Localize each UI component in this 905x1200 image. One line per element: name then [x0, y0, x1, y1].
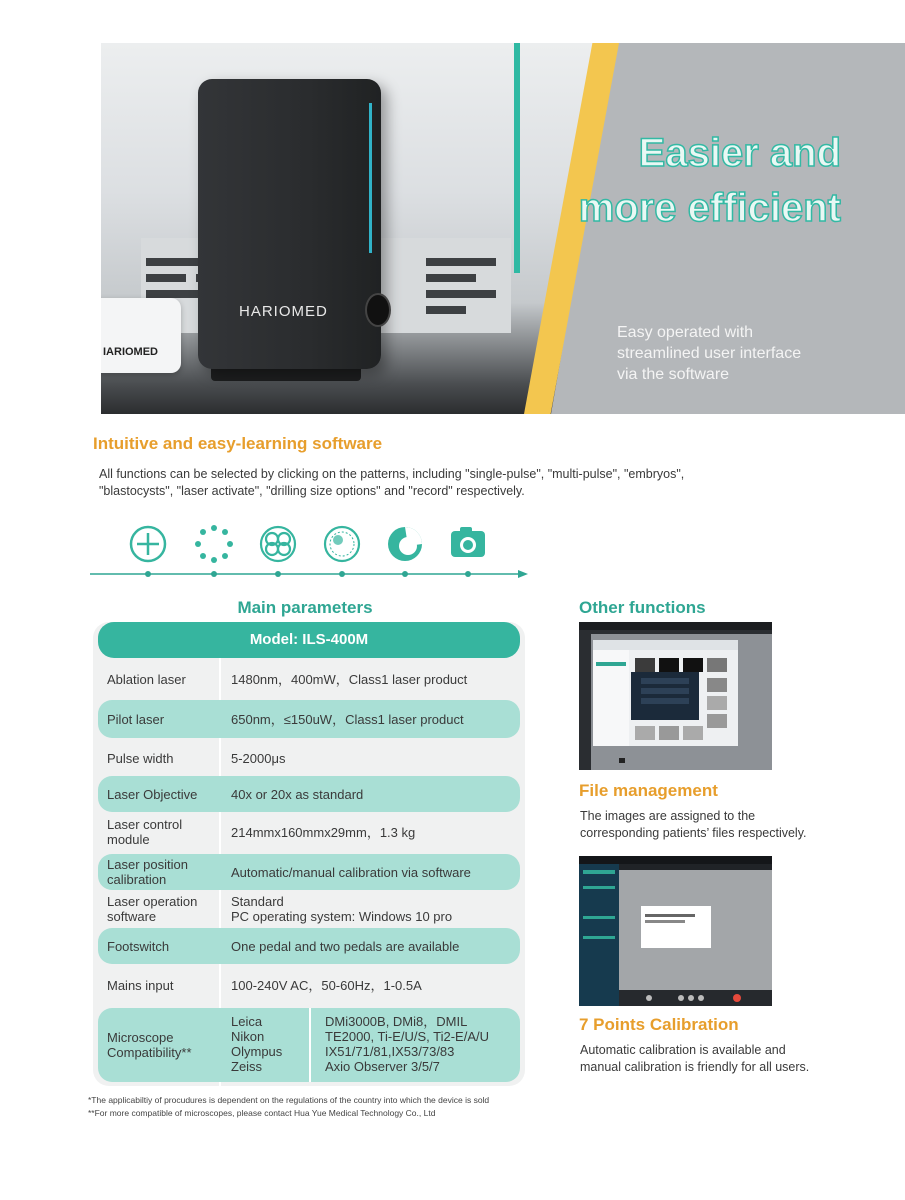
table-row: [93, 738, 525, 778]
timeline-dot: [211, 571, 217, 577]
row-label: [107, 894, 197, 924]
row-label-line2: calibration: [107, 872, 167, 887]
hero-teal-line: [514, 43, 520, 273]
row-label: Footswitch: [107, 939, 170, 954]
hero-title-line1: Easier and: [638, 131, 841, 175]
intro-text: [99, 466, 839, 500]
intro-text-line2: "blastocysts", "laser activate", "drilling size options" and "record" respectively.: [99, 484, 525, 498]
table-row: [93, 854, 525, 890]
brand-item: Leica: [231, 1014, 263, 1029]
row-label-line1: Microscope: [107, 1030, 174, 1045]
row-value: One pedal and two pedals are available: [231, 939, 460, 954]
footnote-1: *The applicabiltiy of procudures is dependent on the regulations of the country into which the device is sold: [88, 1095, 490, 1105]
brand-item: Zeiss: [231, 1059, 263, 1074]
table-row: [93, 890, 525, 928]
cal-text-line2: manual calibration is friendly for all users.: [580, 1060, 810, 1074]
file-text-line2: corresponding patients’ files respectively.: [580, 826, 807, 840]
calibration-title: 7 Points Calibration: [579, 1015, 739, 1034]
brand-item: Olympus: [231, 1044, 283, 1059]
row-label: Mains input: [107, 978, 174, 993]
camera-icon: [451, 527, 485, 557]
brand-item: Nikon: [231, 1029, 265, 1044]
laser-device-image: [198, 79, 381, 369]
row-label: Pulse width: [107, 751, 174, 766]
table-row: [93, 658, 525, 700]
other-functions-title: Other functions: [579, 598, 706, 617]
embryo-cells-icon: [261, 527, 295, 561]
brand-divider: [309, 1008, 311, 1082]
row-value: 40x or 20x as standard: [231, 787, 364, 802]
row-label-line2: Compatibility**: [107, 1045, 192, 1060]
hero-title-line2: more efficient: [578, 186, 841, 230]
intro-title: Intuitive and easy-learning software: [93, 434, 383, 453]
cal-text-line1: Automatic calibration is available and: [580, 1043, 786, 1057]
function-icon-strip: [90, 518, 530, 588]
pie-progress-icon: [388, 527, 422, 561]
row-value: [231, 894, 452, 924]
table-row: [93, 928, 525, 964]
hero-subtitle-line1: Easy operated with: [617, 324, 754, 341]
device-brand: HARIOMED: [239, 303, 328, 320]
file-management-title: File management: [579, 781, 718, 800]
file-text-line1: The images are assigned to the: [580, 809, 756, 823]
microscope-models: [325, 1014, 489, 1074]
model-item: IX51/71/81,IX53/73/83: [325, 1044, 455, 1059]
row-value: 214mmx160mmx29mm，1.3 kg: [231, 825, 416, 840]
table-row: [93, 964, 525, 1006]
row-label-line1: Laser position: [107, 857, 188, 872]
row-label: [107, 1030, 192, 1060]
timeline-dot: [402, 571, 408, 577]
row-value: 100-240V AC，50-60Hz，1-0.5A: [231, 978, 422, 993]
row-value: 5-2000μs: [231, 751, 286, 766]
model-header: Model: ILS-400M: [98, 622, 520, 658]
timeline-dot: [145, 571, 151, 577]
timeline-dot: [465, 571, 471, 577]
timeline-dot: [339, 571, 345, 577]
row-value: Automatic/manual calibration via software: [231, 865, 471, 880]
row-label-line1: Laser control: [107, 817, 183, 832]
row-label: Laser Objective: [107, 787, 198, 802]
params-table: [93, 622, 525, 1086]
row-value-line2: PC operating system: Windows 10 pro: [231, 909, 453, 924]
calibration-text: [580, 1042, 870, 1076]
row-label: Ablation laser: [107, 672, 186, 687]
hero-banner: [101, 43, 905, 414]
file-management-screenshot: [579, 622, 772, 770]
table-row: [93, 700, 525, 738]
timeline-dot: [275, 571, 281, 577]
model-item: DMi3000B, DMi8，DMIL: [325, 1014, 468, 1029]
blastocyst-icon: [325, 527, 359, 561]
microscope-brands: [231, 1014, 282, 1074]
row-label: [107, 857, 188, 887]
row-label-line1: Laser operation: [107, 894, 198, 909]
row-value: 650nm，≤150uW，Class1 laser product: [231, 712, 464, 727]
file-management-text: [580, 808, 870, 842]
row-label-line2: software: [107, 909, 157, 924]
side-device-brand: IARIOMED: [103, 346, 158, 358]
device-knob: [365, 293, 391, 327]
table-row: [93, 812, 525, 854]
hero-subtitle: [617, 322, 857, 385]
timeline-arrow-icon: [518, 570, 528, 578]
microscope-row: [93, 1008, 525, 1082]
intro-text-line1: All functions can be selected by clicking on the patterns, including "single-pulse", "multi-pulse", "embryos",: [99, 467, 685, 481]
table-row: [93, 776, 525, 812]
hero-subtitle-line2: streamlined user interface: [617, 345, 802, 362]
plus-circle-icon: [131, 527, 165, 561]
hero-title: [521, 126, 841, 236]
hero-subtitle-line3: via the software: [617, 366, 730, 383]
dotted-ring-icon: [195, 525, 233, 563]
footnote-2: **For more compatible of microscopes, please contact Hua Yue Medical Technology Co., Ltd: [88, 1108, 436, 1118]
model-item: TE2000, Ti-E/U/S, Ti2-E/A/U: [325, 1029, 489, 1044]
row-value-line1: Standard: [231, 894, 284, 909]
row-label-line2: module: [107, 832, 150, 847]
model-item: Axio Observer 3/5/7: [325, 1059, 440, 1074]
params-title: Main parameters: [237, 598, 373, 617]
side-device: [101, 298, 181, 373]
device-light-stripe: [369, 103, 372, 253]
calibration-screenshot: [579, 856, 772, 1006]
row-value: 1480nm，400mW，Class1 laser product: [231, 672, 468, 687]
row-label: [107, 817, 182, 847]
row-label: Pilot laser: [107, 712, 165, 727]
